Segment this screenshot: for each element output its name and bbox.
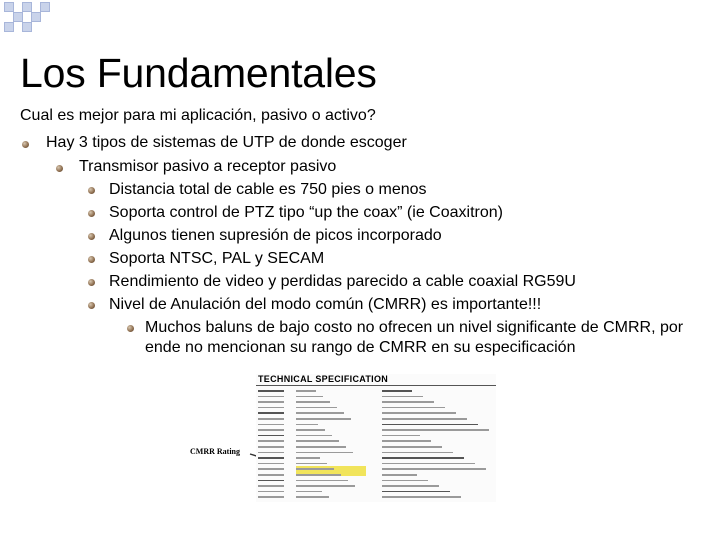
spec-text-line xyxy=(382,452,453,454)
spec-text-line xyxy=(296,440,339,442)
spec-text-line xyxy=(258,429,284,431)
slide-title: Los Fundamentales xyxy=(20,50,377,96)
spec-text-line xyxy=(296,463,327,465)
spec-text-line xyxy=(382,480,428,482)
spec-text-line xyxy=(258,440,284,442)
spec-text-line xyxy=(258,491,284,493)
spec-text-line xyxy=(296,401,330,403)
spec-text-line xyxy=(382,429,489,431)
corner-decoration xyxy=(0,0,60,40)
spec-text-line xyxy=(258,435,284,437)
bullet-icon xyxy=(88,233,95,240)
level2-text: Transmisor pasivo a receptor pasivo xyxy=(79,158,337,175)
level4-text-line2: ende no mencionan su rango de CMRR en su especificación xyxy=(145,339,576,356)
spec-sheet-title: TECHNICAL SPECIFICATION xyxy=(258,374,389,384)
level3-item: Rendimiento de video y perdidas parecido a cable coaxial RG59U xyxy=(109,273,576,290)
spec-text-line xyxy=(382,407,445,409)
spec-text-line xyxy=(296,396,323,398)
spec-text-line xyxy=(296,491,322,493)
spec-text-line xyxy=(296,418,351,420)
bullet-icon xyxy=(88,187,95,194)
spec-text-line xyxy=(296,390,316,392)
spec-text-line xyxy=(296,485,355,487)
spec-text-line xyxy=(258,401,284,403)
spec-text-line xyxy=(296,424,318,426)
bullet-icon xyxy=(88,302,95,309)
cmrr-callout-label: CMRR Rating xyxy=(190,447,240,456)
spec-text-line xyxy=(296,480,348,482)
spec-text-line xyxy=(258,390,284,392)
spec-text-line xyxy=(296,496,329,498)
spec-text-line xyxy=(258,452,284,454)
spec-text-line xyxy=(258,485,284,487)
level3-item: Soporta NTSC, PAL y SECAM xyxy=(109,250,325,267)
spec-text-line xyxy=(382,401,434,403)
spec-text-line xyxy=(296,412,344,414)
slide-question: Cual es mejor para mi aplicación, pasivo o activo? xyxy=(20,107,376,124)
spec-text-line xyxy=(258,446,284,448)
spec-text-line xyxy=(382,435,420,437)
bullet-icon xyxy=(56,165,63,172)
spec-text-line xyxy=(382,412,456,414)
bullet-icon xyxy=(88,210,95,217)
spec-text-line xyxy=(258,457,284,459)
level1-text: Hay 3 tipos de sistemas de UTP de donde escoger xyxy=(46,134,407,151)
spec-text-line xyxy=(296,457,320,459)
spec-text-line xyxy=(296,407,337,409)
bullet-icon xyxy=(88,256,95,263)
spec-text-line xyxy=(296,435,332,437)
spec-text-line xyxy=(382,463,475,465)
spec-text-line xyxy=(258,412,284,414)
spec-text-line xyxy=(382,457,464,459)
spec-text-line xyxy=(258,480,284,482)
spec-text-line xyxy=(382,390,412,392)
spec-text-line xyxy=(258,407,284,409)
spec-text-line xyxy=(296,452,353,454)
spec-text-line xyxy=(258,496,284,498)
spec-text-line xyxy=(296,474,341,476)
spec-text-line xyxy=(382,424,478,426)
spec-text-line xyxy=(382,418,467,420)
bullet-icon xyxy=(22,141,29,148)
spec-text-line xyxy=(258,463,284,465)
spec-text-line xyxy=(296,446,346,448)
bullet-icon xyxy=(127,325,134,332)
bullet-icon xyxy=(88,279,95,286)
spec-text-line xyxy=(296,429,325,431)
level4-text-line1: Muchos baluns de bajo costo no ofrecen un nivel significante de CMRR, por xyxy=(145,319,684,336)
spec-text-line xyxy=(296,468,334,470)
spec-text-line xyxy=(258,396,284,398)
spec-text-line xyxy=(382,491,450,493)
spec-text-line xyxy=(258,468,284,470)
spec-sheet xyxy=(256,374,496,502)
spec-sheet-image xyxy=(184,374,496,502)
spec-text-line xyxy=(258,424,284,426)
level3-item: Algunos tienen supresión de picos incorporado xyxy=(109,227,442,244)
spec-text-line xyxy=(382,440,431,442)
spec-text-line xyxy=(258,474,284,476)
level3-item: Nivel de Anulación del modo común (CMRR) es importante!!! xyxy=(109,296,542,313)
level3-item: Distancia total de cable es 750 pies o menos xyxy=(109,181,427,198)
level3-item: Soporta control de PTZ tipo “up the coax” (ie Coaxitron) xyxy=(109,204,503,221)
spec-text-line xyxy=(382,496,461,498)
spec-text-line xyxy=(382,396,423,398)
spec-text-line xyxy=(382,446,442,448)
spec-text-line xyxy=(382,474,417,476)
spec-text-line xyxy=(258,418,284,420)
spec-text-line xyxy=(382,468,486,470)
spec-text-line xyxy=(382,485,439,487)
